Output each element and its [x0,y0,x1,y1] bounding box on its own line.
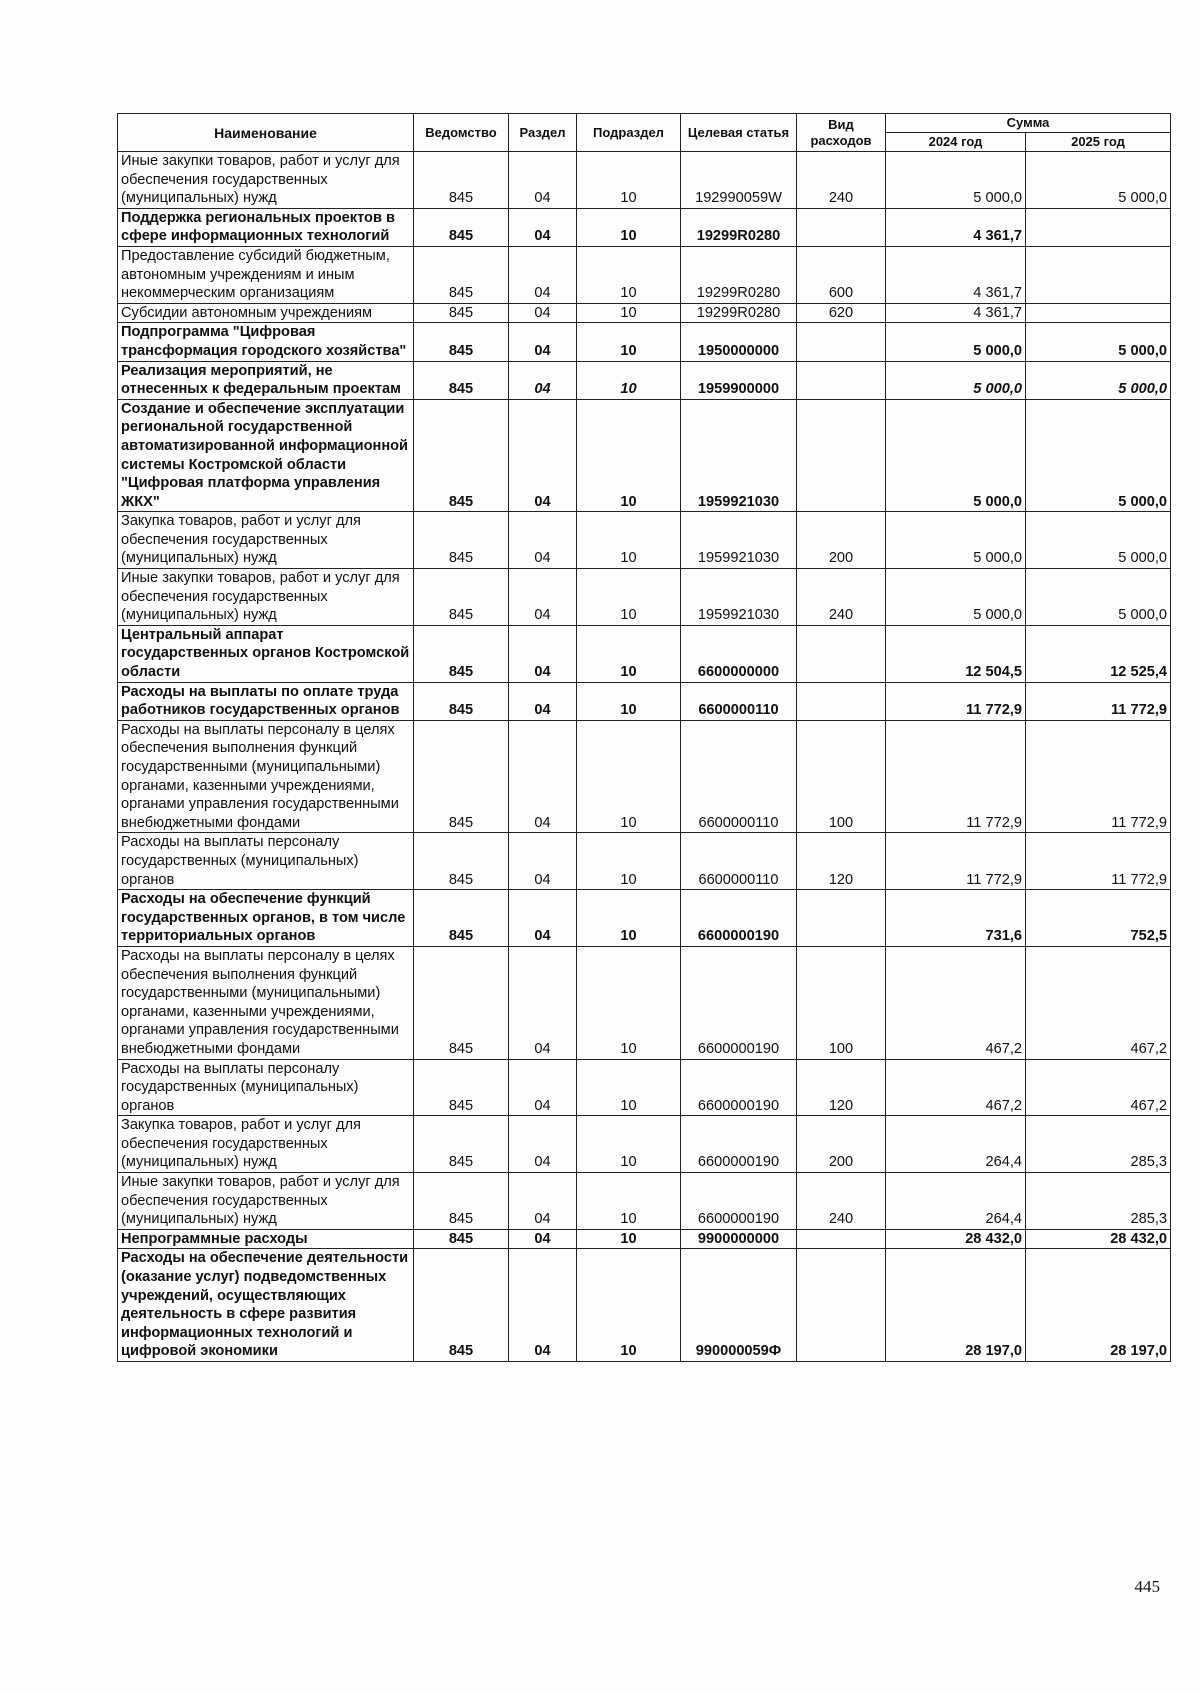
row-sum-2025: 11 772,9 [1026,833,1171,890]
row-vedomstvo: 845 [414,720,509,833]
table-row [118,625,1171,682]
row-podrazdel: 10 [577,682,681,720]
table-row [118,1229,1171,1249]
table-row [118,152,1171,209]
row-vid-rashodov: 100 [797,720,886,833]
row-name: Реализация мероприятий, не отнесенных к федеральным проектам [118,361,414,399]
row-vid-rashodov [797,682,886,720]
row-vedomstvo: 845 [414,361,509,399]
row-celevaya-statya: 1959921030 [681,512,797,569]
row-razdel: 04 [509,569,577,626]
row-sum-2025: 11 772,9 [1026,682,1171,720]
row-podrazdel: 10 [577,625,681,682]
table-row [118,361,1171,399]
row-sum-2025 [1026,208,1171,246]
row-sum-2024: 5 000,0 [886,323,1026,361]
row-podrazdel: 10 [577,1173,681,1230]
row-sum-2025: 28 432,0 [1026,1229,1171,1249]
row-podrazdel: 10 [577,833,681,890]
row-vedomstvo: 845 [414,246,509,303]
row-celevaya-statya: 6600000190 [681,1116,797,1173]
row-celevaya-statya: 1950000000 [681,323,797,361]
row-razdel: 04 [509,1229,577,1249]
row-sum-2024: 28 432,0 [886,1229,1026,1249]
row-vedomstvo: 845 [414,1059,509,1116]
row-name: Закупка товаров, работ и услуг для обеспечения государственных (муниципальных) нужд [118,512,414,569]
row-vedomstvo: 845 [414,399,509,512]
row-sum-2024: 5 000,0 [886,152,1026,209]
row-vedomstvo: 845 [414,1249,509,1362]
row-vid-rashodov: 620 [797,303,886,323]
row-name: Расходы на выплаты персоналу в целях обеспечения выполнения функций государственными (муниципальными) органами, казенными учреждениями, органами управления государственными внебюджетными фондами [118,720,414,833]
row-vedomstvo: 845 [414,890,509,947]
row-razdel: 04 [509,720,577,833]
table-row [118,1116,1171,1173]
row-vid-rashodov: 240 [797,569,886,626]
row-podrazdel: 10 [577,946,681,1059]
row-podrazdel: 10 [577,361,681,399]
row-sum-2024: 11 772,9 [886,833,1026,890]
row-name: Расходы на выплаты персоналу государственных (муниципальных) органов [118,833,414,890]
row-sum-2024: 28 197,0 [886,1249,1026,1362]
row-podrazdel: 10 [577,152,681,209]
header-summa: Сумма [886,114,1171,133]
row-sum-2024: 11 772,9 [886,682,1026,720]
row-sum-2025: 752,5 [1026,890,1171,947]
row-podrazdel: 10 [577,569,681,626]
row-celevaya-statya: 1959921030 [681,399,797,512]
row-vid-rashodov: 120 [797,1059,886,1116]
row-podrazdel: 10 [577,512,681,569]
row-vid-rashodov [797,323,886,361]
row-name: Иные закупки товаров, работ и услуг для обеспечения государственных (муниципальных) нужд [118,152,414,209]
table-row [118,890,1171,947]
row-vedomstvo: 845 [414,682,509,720]
row-vid-rashodov [797,1229,886,1249]
row-celevaya-statya: 6600000110 [681,682,797,720]
row-razdel: 04 [509,946,577,1059]
row-vid-rashodov [797,890,886,947]
row-sum-2024: 5 000,0 [886,361,1026,399]
table-body [118,152,1171,1362]
row-sum-2025: 5 000,0 [1026,361,1171,399]
row-razdel: 04 [509,682,577,720]
row-name: Поддержка региональных проектов в сфере информационных технологий [118,208,414,246]
row-vid-rashodov: 100 [797,946,886,1059]
header-year-2024: 2024 год [886,133,1026,152]
row-sum-2024: 4 361,7 [886,208,1026,246]
row-name: Расходы на обеспечение деятельности (оказание услуг) подведомственных учреждений, осуществляющих деятельность в сфере развития информационных технологий и цифровой экономики [118,1249,414,1362]
row-celevaya-statya: 6600000000 [681,625,797,682]
header-vid: Вид расходов [797,114,886,152]
table-row [118,1059,1171,1116]
row-sum-2025: 285,3 [1026,1173,1171,1230]
budget-table [117,113,1171,1362]
row-podrazdel: 10 [577,1229,681,1249]
row-vedomstvo: 845 [414,1116,509,1173]
row-sum-2025: 28 197,0 [1026,1249,1171,1362]
row-sum-2025: 467,2 [1026,946,1171,1059]
row-vedomstvo: 845 [414,833,509,890]
row-vid-rashodov: 200 [797,1116,886,1173]
row-name: Подпрограмма "Цифровая трансформация городского хозяйства" [118,323,414,361]
row-sum-2025: 12 525,4 [1026,625,1171,682]
header-name: Наименование [118,114,414,152]
row-celevaya-statya: 6600000190 [681,1173,797,1230]
row-name: Расходы на выплаты персоналу государственных (муниципальных) органов [118,1059,414,1116]
row-name: Иные закупки товаров, работ и услуг для обеспечения государственных (муниципальных) нужд [118,1173,414,1230]
row-sum-2024: 467,2 [886,946,1026,1059]
row-vid-rashodov [797,399,886,512]
row-razdel: 04 [509,361,577,399]
row-sum-2025: 5 000,0 [1026,569,1171,626]
row-razdel: 04 [509,1173,577,1230]
row-podrazdel: 10 [577,720,681,833]
row-razdel: 04 [509,1249,577,1362]
row-podrazdel: 10 [577,1116,681,1173]
row-vedomstvo: 845 [414,152,509,209]
row-sum-2024: 5 000,0 [886,569,1026,626]
row-sum-2024: 11 772,9 [886,720,1026,833]
row-razdel: 04 [509,1059,577,1116]
row-name: Расходы на выплаты персоналу в целях обеспечения выполнения функций государственными (муниципальными) органами, казенными учреждениями, органами управления государственными внебюджетными фондами [118,946,414,1059]
row-name: Закупка товаров, работ и услуг для обеспечения государственных (муниципальных) нужд [118,1116,414,1173]
row-sum-2024: 4 361,7 [886,303,1026,323]
row-sum-2024: 4 361,7 [886,246,1026,303]
row-sum-2025 [1026,303,1171,323]
table-row [118,1249,1171,1362]
row-sum-2025 [1026,246,1171,303]
header-podrazdel: Подраздел [577,114,681,152]
row-celevaya-statya: 6600000190 [681,890,797,947]
table-row [118,323,1171,361]
row-name: Центральный аппарат государственных органов Костромской области [118,625,414,682]
row-name: Предоставление субсидий бюджетным, автономным учреждениям и иным некоммерческим организациям [118,246,414,303]
row-podrazdel: 10 [577,890,681,947]
row-vedomstvo: 845 [414,512,509,569]
row-razdel: 04 [509,512,577,569]
row-celevaya-statya: 1959921030 [681,569,797,626]
row-vid-rashodov: 600 [797,246,886,303]
page-number: 445 [1134,1577,1160,1596]
row-sum-2025: 285,3 [1026,1116,1171,1173]
row-celevaya-statya: 1959900000 [681,361,797,399]
table-row [118,720,1171,833]
header-year-2025: 2025 год [1026,133,1171,152]
row-vedomstvo: 845 [414,569,509,626]
header-vedomstvo: Ведомство [414,114,509,152]
header-razdel: Раздел [509,114,577,152]
table-row [118,682,1171,720]
row-vedomstvo: 845 [414,1229,509,1249]
table-row [118,303,1171,323]
row-celevaya-statya: 6600000110 [681,720,797,833]
row-razdel: 04 [509,208,577,246]
table-row [118,946,1171,1059]
row-razdel: 04 [509,303,577,323]
row-razdel: 04 [509,152,577,209]
row-vedomstvo: 845 [414,323,509,361]
row-vid-rashodov: 240 [797,152,886,209]
row-sum-2024: 731,6 [886,890,1026,947]
table-row [118,1173,1171,1230]
row-podrazdel: 10 [577,208,681,246]
table-row [118,399,1171,512]
row-celevaya-statya: 19299R0280 [681,208,797,246]
row-vid-rashodov [797,1249,886,1362]
row-sum-2025: 11 772,9 [1026,720,1171,833]
row-celevaya-statya: 19299R0280 [681,303,797,323]
row-razdel: 04 [509,890,577,947]
row-vedomstvo: 845 [414,946,509,1059]
row-podrazdel: 10 [577,1059,681,1116]
row-razdel: 04 [509,1116,577,1173]
row-celevaya-statya: 990000059Ф [681,1249,797,1362]
row-celevaya-statya: 192990059W [681,152,797,209]
row-sum-2024: 5 000,0 [886,399,1026,512]
row-podrazdel: 10 [577,399,681,512]
row-vid-rashodov [797,208,886,246]
row-podrazdel: 10 [577,246,681,303]
row-vedomstvo: 845 [414,1173,509,1230]
row-name: Непрограммные расходы [118,1229,414,1249]
row-vid-rashodov [797,361,886,399]
row-name: Расходы на выплаты по оплате труда работников государственных органов [118,682,414,720]
row-celevaya-statya: 6600000110 [681,833,797,890]
row-vid-rashodov: 240 [797,1173,886,1230]
row-podrazdel: 10 [577,323,681,361]
row-name: Расходы на обеспечение функций государственных органов, в том числе территориальных органов [118,890,414,947]
row-vedomstvo: 845 [414,625,509,682]
row-vid-rashodov [797,625,886,682]
row-sum-2024: 264,4 [886,1173,1026,1230]
row-razdel: 04 [509,323,577,361]
row-sum-2024: 5 000,0 [886,512,1026,569]
row-razdel: 04 [509,246,577,303]
row-sum-2025: 5 000,0 [1026,152,1171,209]
row-razdel: 04 [509,625,577,682]
row-vedomstvo: 845 [414,303,509,323]
table-row [118,246,1171,303]
row-celevaya-statya: 6600000190 [681,946,797,1059]
row-celevaya-statya: 9900000000 [681,1229,797,1249]
row-razdel: 04 [509,399,577,512]
row-celevaya-statya: 6600000190 [681,1059,797,1116]
table-row [118,833,1171,890]
row-sum-2024: 467,2 [886,1059,1026,1116]
table-row [118,208,1171,246]
row-celevaya-statya: 19299R0280 [681,246,797,303]
row-podrazdel: 10 [577,303,681,323]
row-razdel: 04 [509,833,577,890]
row-name: Создание и обеспечение эксплуатации региональной государственной автоматизированной информационной системы Костромской области "Цифровая платформа управления ЖКХ" [118,399,414,512]
row-sum-2025: 5 000,0 [1026,399,1171,512]
row-sum-2025: 5 000,0 [1026,323,1171,361]
row-vid-rashodov: 200 [797,512,886,569]
row-name: Иные закупки товаров, работ и услуг для обеспечения государственных (муниципальных) нужд [118,569,414,626]
row-sum-2025: 5 000,0 [1026,512,1171,569]
row-podrazdel: 10 [577,1249,681,1362]
row-sum-2025: 467,2 [1026,1059,1171,1116]
row-vid-rashodov: 120 [797,833,886,890]
row-sum-2024: 12 504,5 [886,625,1026,682]
row-sum-2024: 264,4 [886,1116,1026,1173]
header-celevaya: Целевая статья [681,114,797,152]
row-name: Субсидии автономным учреждениям [118,303,414,323]
table-row [118,569,1171,626]
table-row [118,512,1171,569]
row-vedomstvo: 845 [414,208,509,246]
